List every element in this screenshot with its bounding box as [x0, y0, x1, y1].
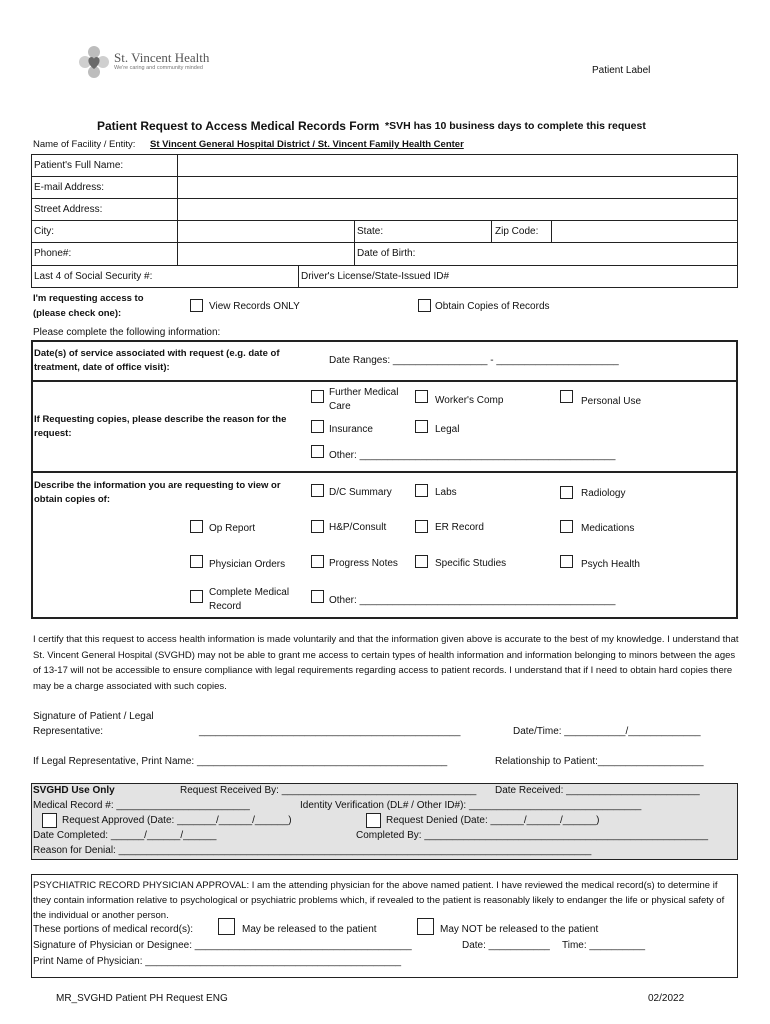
- full-name-label: Patient's Full Name:: [34, 160, 124, 171]
- dc-summary-label: D/C Summary: [329, 487, 392, 498]
- radiology-label: Radiology: [581, 488, 626, 499]
- labs-checkbox[interactable]: [415, 484, 428, 497]
- progress-notes-label: Progress Notes: [329, 558, 398, 569]
- labs-label: Labs: [435, 487, 457, 498]
- psych-health-label: Psych Health: [581, 559, 640, 570]
- dates-label: Date(s) of service associated with request (e.g. date of treatment, date of office visit):: [34, 348, 280, 373]
- phone-label: Phone#:: [34, 248, 72, 259]
- hp-consult-label: H&P/Consult: [329, 522, 387, 533]
- license-label: Driver's License/State-Issued ID#: [301, 271, 450, 282]
- may-not-be-released-label: May NOT be released to the patient: [440, 924, 599, 935]
- denied-checkbox[interactable]: [366, 813, 381, 828]
- radiology-checkbox[interactable]: [560, 486, 573, 499]
- physician-orders-label: Physician Orders: [209, 559, 286, 570]
- may-not-be-released-checkbox[interactable]: [417, 918, 434, 935]
- footer-form-id: MR_SVGHD Patient PH Request ENG: [56, 993, 228, 1004]
- title-note: *SVH has 10 business days to complete this request: [385, 120, 646, 132]
- street-label: Street Address:: [34, 204, 103, 215]
- insurance-checkbox[interactable]: [311, 420, 324, 433]
- specific-studies-label: Specific Studies: [435, 558, 507, 569]
- reason-other-label[interactable]: Other: ______________________________________________: [329, 450, 616, 461]
- received-by[interactable]: Request Received By: ___________________________________: [180, 785, 477, 796]
- info-label: Describe the information you are requesting to view or obtain copies of:: [34, 480, 281, 505]
- further-care-label: Further Medical Care: [329, 387, 399, 412]
- office-use-title: SVGHD Use Only: [33, 785, 115, 796]
- er-record-label: ER Record: [435, 522, 484, 533]
- sig-label-2: Representative:: [33, 726, 104, 737]
- date-completed[interactable]: Date Completed: ______/______/______: [33, 830, 217, 841]
- personal-use-checkbox[interactable]: [560, 390, 573, 403]
- denied-label: Request Denied (Date: ______/______/______): [386, 815, 600, 826]
- may-be-released-checkbox[interactable]: [218, 918, 235, 935]
- legal-checkbox[interactable]: [415, 420, 428, 433]
- personal-use-label: Personal Use: [581, 396, 642, 407]
- reason-other-checkbox[interactable]: [311, 445, 324, 458]
- facility-label: Name of Facility / Entity:: [33, 139, 136, 150]
- reason-denial[interactable]: Reason for Denial: _____________________________________________________________________________________: [33, 845, 592, 856]
- email-label: E-mail Address:: [34, 182, 105, 193]
- obtain-copies-checkbox[interactable]: [418, 299, 431, 312]
- approved-checkbox[interactable]: [42, 813, 57, 828]
- access-label-2: (please check one):: [33, 308, 122, 319]
- city-field[interactable]: [178, 221, 354, 242]
- state-field[interactable]: [400, 221, 490, 242]
- workers-comp-checkbox[interactable]: [415, 390, 428, 403]
- zip-label: Zip Code:: [495, 226, 539, 237]
- logo-name: St. Vincent Health: [114, 50, 210, 65]
- psych-health-checkbox[interactable]: [560, 555, 573, 568]
- logo: [76, 44, 226, 80]
- signature-line[interactable]: _______________________________________________: [199, 726, 461, 737]
- access-label-1: I'm requesting access to: [33, 293, 144, 304]
- dob-field[interactable]: [430, 243, 736, 265]
- info-other-label[interactable]: Other: ______________________________________________: [329, 595, 616, 606]
- certify-text: I certify that this request to access health information is made voluntarily and that the information given above is accurate to the best of my knowledge. I understand that St. Vincent General Hospital (SVGHD) may not be able to grant me access to certain types of health information and information belonging to minors between the ages of 13-17 will not be accessible to ensure compliance with legal requirements regarding access to patient records. I understand that if I need to obtain hard copies there may be a charge associated with such copies.: [33, 634, 739, 692]
- progress-notes-checkbox[interactable]: [311, 555, 324, 568]
- please-complete: Please complete the following information:: [33, 327, 221, 338]
- dc-summary-checkbox[interactable]: [311, 484, 324, 497]
- datetime-field[interactable]: Date/Time: ___________/_____________: [513, 726, 701, 737]
- date-received[interactable]: Date Received: ________________________: [495, 785, 700, 796]
- physician-time[interactable]: Time: __________: [562, 940, 646, 951]
- physician-signature[interactable]: Signature of Physician or Designee: _______________________________________: [33, 940, 412, 951]
- dob-label: Date of Birth:: [357, 248, 416, 259]
- complete-record-checkbox[interactable]: [190, 590, 203, 603]
- specific-studies-checkbox[interactable]: [415, 555, 428, 568]
- er-record-checkbox[interactable]: [415, 520, 428, 533]
- ssn-field[interactable]: [180, 266, 297, 287]
- complete-record-label: Complete Medical Record: [209, 587, 290, 612]
- legal-rep-name[interactable]: If Legal Representative, Print Name: _____________________________________________: [33, 756, 448, 767]
- patient-label: Patient Label: [592, 65, 651, 76]
- medical-record-number[interactable]: Medical Record #: ________________________: [33, 800, 250, 811]
- physician-print-name[interactable]: Print Name of Physician: ______________________________________________: [33, 956, 402, 967]
- op-report-checkbox[interactable]: [190, 520, 203, 533]
- approved-label: Request Approved (Date: _______/______/______): [62, 815, 292, 826]
- may-be-released-label: May be released to the patient: [242, 924, 377, 935]
- insurance-label: Insurance: [329, 424, 373, 435]
- page-title: Patient Request to Access Medical Records Form: [97, 119, 380, 133]
- completed-by[interactable]: Completed By: ___________________________________________________: [356, 830, 709, 841]
- medications-label: Medications: [581, 523, 635, 534]
- heart-logo-icon: [76, 44, 112, 80]
- physician-date[interactable]: Date: ___________: [462, 940, 550, 951]
- city-label: City:: [34, 226, 54, 237]
- ssn-label: Last 4 of Social Security #:: [34, 271, 153, 282]
- footer-date: 02/2022: [648, 993, 685, 1004]
- psych-portions: These portions of medical record(s):: [33, 924, 194, 935]
- legal-label: Legal: [435, 424, 460, 435]
- state-label: State:: [357, 226, 384, 237]
- info-other-checkbox[interactable]: [311, 590, 324, 603]
- facility-value: St Vincent General Hospital District / St. Vincent Family Health Center: [150, 139, 464, 150]
- reason-label: If Requesting copies, please describe the reason for the request:: [34, 414, 287, 439]
- workers-comp-label: Worker's Comp: [435, 395, 504, 406]
- street-field[interactable]: [178, 199, 736, 220]
- logo-tagline: We're caring and community minded: [114, 65, 203, 71]
- zip-field[interactable]: [552, 221, 736, 242]
- full-name-field[interactable]: [178, 155, 736, 176]
- relationship-field[interactable]: Relationship to Patient:___________________: [495, 756, 704, 767]
- psych-text: PSYCHIATRIC RECORD PHYSICIAN APPROVAL: I am the attending physician for the above named patient. I have reviewed the medical record(s) to determine if they contain information relative to psychological or psychiatric problems which, if revealed to the patient is reasonably likely to endanger the life or physical safety of the individual or another person.: [33, 880, 725, 921]
- further-care-checkbox[interactable]: [311, 390, 324, 403]
- view-only-label: View Records ONLY: [209, 301, 300, 312]
- medications-checkbox[interactable]: [560, 520, 573, 533]
- date-ranges[interactable]: Date Ranges: _________________ - ______________________: [329, 355, 619, 366]
- phone-field[interactable]: [178, 243, 354, 265]
- identity-verification[interactable]: Identity Verification (DL# / Other ID#): _______________________________: [300, 800, 642, 811]
- view-only-checkbox[interactable]: [190, 299, 203, 312]
- op-report-label: Op Report: [209, 523, 256, 534]
- physician-orders-checkbox[interactable]: [190, 555, 203, 568]
- sig-label-1: Signature of Patient / Legal: [33, 711, 154, 722]
- obtain-copies-label: Obtain Copies of Records: [435, 301, 550, 312]
- license-field[interactable]: [460, 266, 736, 287]
- email-field[interactable]: [178, 177, 736, 198]
- hp-consult-checkbox[interactable]: [311, 520, 324, 533]
